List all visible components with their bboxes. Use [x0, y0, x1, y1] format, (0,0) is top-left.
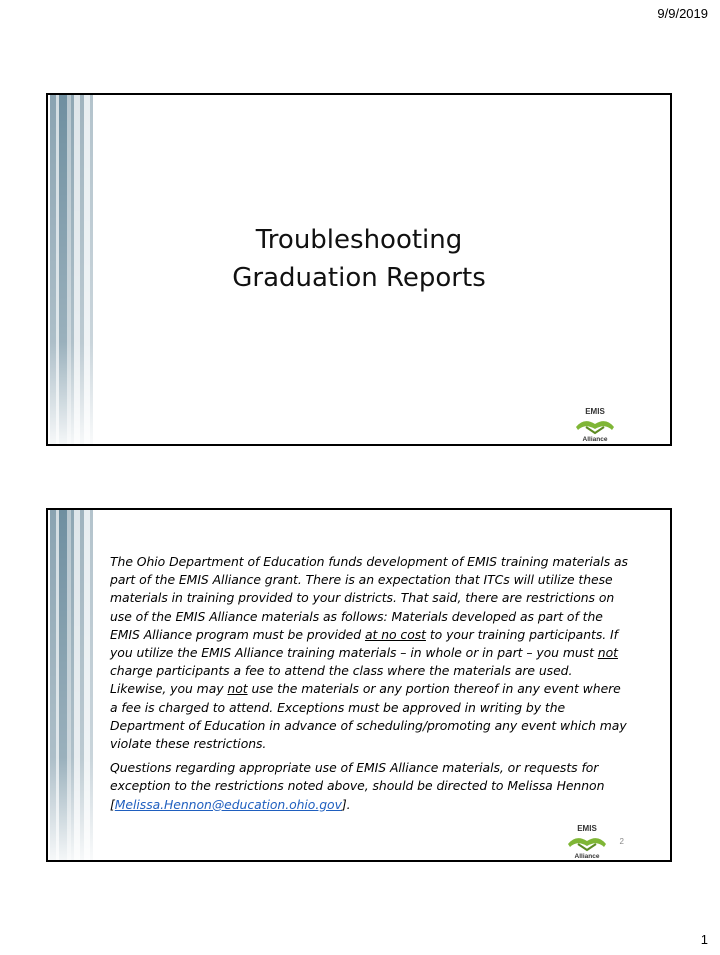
emphasis-not: not: [227, 681, 248, 697]
notice-paragraph-1: [110, 553, 628, 753]
logo-top-text: EMIS: [585, 407, 605, 416]
logo-top-text: EMIS: [577, 824, 597, 833]
page-number: 1: [700, 932, 708, 947]
logo-bottom-text: Alliance: [574, 853, 600, 860]
slide-number: 2: [619, 837, 624, 846]
handshake-icon: [568, 838, 606, 847]
title-line-1: Troubleshooting: [255, 225, 463, 255]
slide-title: [48, 221, 670, 297]
notice-text: ].: [341, 796, 351, 812]
notice-text: to your training participants. If you utilize the EMIS Alliance training materials – in whole or in part – you must: [110, 626, 618, 661]
emphasis-not: not: [597, 645, 618, 661]
notice-text: charge participants a fee to attend the class where the materials are used. Likewise, you may: [110, 663, 573, 697]
notice-text: use the materials or any portion thereof in any event where a fee is charged to attend. Exceptions must be approved in writing by the Department of Education in advance of scheduling/promoting any event which may violate these restrictions.: [110, 681, 627, 752]
notice-text: The Ohio Department of Education funds development of EMIS training materials as part of the EMIS Alliance grant. There is an expectation that ITCs will utilize these materials in training provided to your districts. That said, there are restrictions on use of the EMIS Alliance materials as follows: Materials developed as part of the EMIS Alliance program must be provided: [110, 554, 628, 642]
decorative-stripes: [48, 510, 106, 862]
usage-notice: [110, 553, 628, 820]
emphasis-at-no-cost: at no cost: [364, 626, 426, 642]
notice-paragraph-2: [110, 759, 628, 814]
slide-2: [46, 508, 672, 862]
emis-alliance-logo: [572, 405, 618, 443]
contact-email-link[interactable]: Melissa.Hennon@education.ohio.gov: [114, 796, 342, 812]
emis-alliance-logo: [564, 822, 610, 860]
handshake-icon: [576, 421, 614, 430]
title-line-2: Graduation Reports: [232, 263, 486, 293]
notice-text: Questions regarding appropriate use of EMIS Alliance materials, or requests for exception to the restrictions noted above, should be directed to Melissa Hennon [: [110, 760, 605, 812]
logo-bottom-text: Alliance: [582, 436, 608, 443]
page-date: 9/9/2019: [657, 6, 708, 21]
slide-1: [46, 93, 672, 446]
